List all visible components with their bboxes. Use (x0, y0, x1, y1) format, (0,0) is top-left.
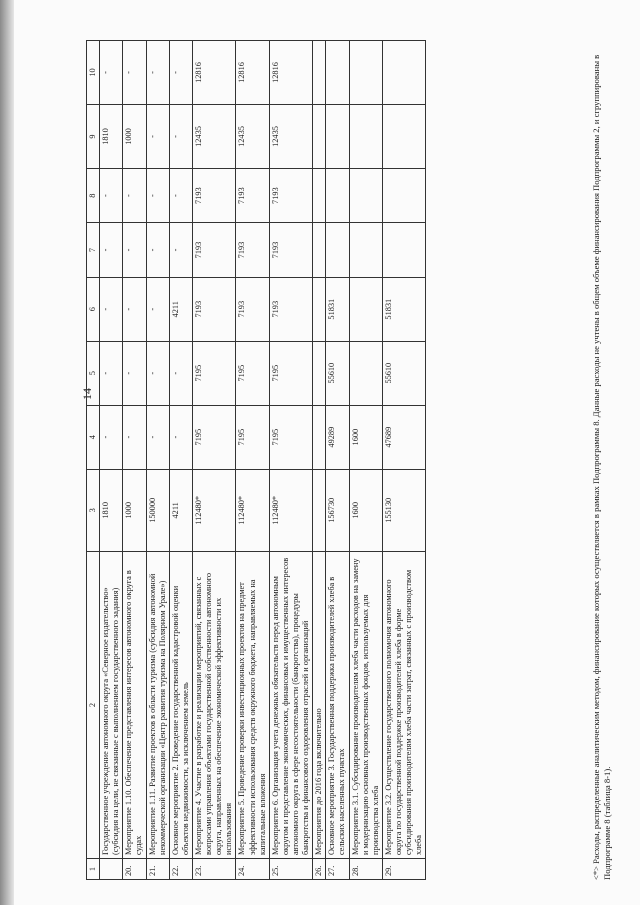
row-number: 21. (146, 859, 169, 880)
value-cell: 1000 (123, 105, 146, 169)
value-cell (326, 223, 349, 277)
value-cell: - (100, 41, 123, 105)
header-cell: 10 (87, 41, 100, 105)
value-cell: - (169, 168, 192, 222)
value-cell (313, 341, 326, 405)
scan-edge-shadow (0, 0, 14, 905)
value-cell: - (146, 223, 169, 277)
value-cell (349, 168, 382, 222)
row-number: 28. (349, 859, 382, 880)
value-cell: 49289 (326, 405, 349, 469)
value-cell: 7195 (192, 341, 235, 405)
value-cell (349, 223, 382, 277)
row-number: 27. (326, 859, 349, 880)
value-cell: - (100, 223, 123, 277)
value-cell: 112480* (192, 469, 235, 551)
value-cell: - (123, 168, 146, 222)
value-cell: 7193 (236, 277, 269, 341)
row-name: Мероприятия до 2016 года включительно (313, 552, 326, 859)
row-name: Мероприятие 5. Проведение проверки инвестиционных проектов на предмет эффективности использования средств окружного бюджета, направляемых на капитальные вложения (236, 552, 269, 859)
value-cell: - (169, 41, 192, 105)
table-row (313, 41, 326, 880)
value-cell: 7195 (269, 341, 312, 405)
value-cell (313, 41, 326, 105)
row-number (100, 859, 123, 880)
value-cell: - (123, 41, 146, 105)
value-cell (313, 277, 326, 341)
value-cell: - (100, 341, 123, 405)
value-cell (313, 223, 326, 277)
header-row (87, 41, 100, 880)
value-cell: 155130 (382, 469, 425, 551)
value-cell: 1810 (100, 105, 123, 169)
value-cell: - (146, 341, 169, 405)
table-row (192, 41, 235, 880)
row-number: 20. (123, 859, 146, 880)
header-cell: 6 (87, 277, 100, 341)
value-cell: - (100, 168, 123, 222)
value-cell: 112480* (269, 469, 312, 551)
value-cell: - (146, 405, 169, 469)
header-cell: 8 (87, 168, 100, 222)
financing-table (86, 40, 426, 880)
value-cell: - (169, 405, 192, 469)
value-cell (349, 105, 382, 169)
table-row (326, 41, 349, 880)
row-number: 24. (236, 859, 269, 880)
value-cell: 1600 (349, 469, 382, 551)
table-row (269, 41, 312, 880)
header-cell: 9 (87, 105, 100, 169)
value-cell (382, 223, 425, 277)
table-row (349, 41, 382, 880)
value-cell: 4211 (169, 469, 192, 551)
header-cell: 5 (87, 341, 100, 405)
row-number: 26. (313, 859, 326, 880)
value-cell: 12816 (269, 41, 312, 105)
value-cell: - (169, 105, 192, 169)
value-cell: - (146, 41, 169, 105)
row-name: Государственное учреждение автономного округа «Северное издательство» (субсидия на цели, не связанные с выполнением государственного задания) (100, 552, 123, 859)
value-cell (349, 277, 382, 341)
value-cell: 7193 (192, 277, 235, 341)
value-cell: 156730 (326, 469, 349, 551)
value-cell: 7193 (269, 223, 312, 277)
value-cell (313, 168, 326, 222)
table-row (169, 41, 192, 880)
row-name: Мероприятие 6. Организация учета денежных обязательств перед автономным округом и представление экономических, финансовых и имущественных интересов автономного округа в сфере несостоятельности (банкротства), процедуры банкротства и финансового оздоровления отраслей и организаций (269, 552, 312, 859)
value-cell: 7193 (192, 168, 235, 222)
value-cell (326, 168, 349, 222)
header-cell: 3 (87, 469, 100, 551)
value-cell: 12435 (192, 105, 235, 169)
value-cell: - (169, 341, 192, 405)
value-cell: 7195 (236, 341, 269, 405)
value-cell: 7193 (236, 168, 269, 222)
value-cell (382, 105, 425, 169)
value-cell: 51831 (382, 277, 425, 341)
value-cell: 1810 (100, 469, 123, 551)
value-cell (313, 469, 326, 551)
header-cell: 4 (87, 405, 100, 469)
row-number: 25. (269, 859, 312, 880)
row-name: Мероприятие 1.10. Обеспечение представления интересов автономного округа в судах (123, 552, 146, 859)
value-cell: - (123, 341, 146, 405)
value-cell: 12435 (236, 105, 269, 169)
table-row (123, 41, 146, 880)
value-cell: - (146, 277, 169, 341)
value-cell: 7193 (192, 223, 235, 277)
table-row (146, 41, 169, 880)
value-cell (313, 105, 326, 169)
value-cell (326, 41, 349, 105)
table-row (236, 41, 269, 880)
value-cell: - (169, 223, 192, 277)
value-cell: 12435 (269, 105, 312, 169)
row-name: Основное мероприятие 3. Государственная поддержка производителей хлеба в сельских населенных пунктах (326, 552, 349, 859)
value-cell (326, 105, 349, 169)
value-cell: 112480* (236, 469, 269, 551)
value-cell: - (146, 168, 169, 222)
value-cell: - (123, 223, 146, 277)
value-cell: 1600 (349, 405, 382, 469)
value-cell: 47689 (382, 405, 425, 469)
page-number: 14 (80, 388, 94, 400)
value-cell (382, 41, 425, 105)
row-number: 29. (382, 859, 425, 880)
value-cell (349, 41, 382, 105)
header-cell: 2 (87, 552, 100, 859)
table-row (100, 41, 123, 880)
header-cell: 7 (87, 223, 100, 277)
value-cell: 7195 (269, 405, 312, 469)
value-cell: 7195 (236, 405, 269, 469)
value-cell: 51831 (326, 277, 349, 341)
value-cell (349, 341, 382, 405)
header-cell: 1 (87, 859, 100, 880)
row-name: Мероприятие 3.1. Субсидирование производителям хлеба части расходов на замену и модернизацию основных производственных фондов, используемых для производства хлеба (349, 552, 382, 859)
value-cell: 4211 (169, 277, 192, 341)
row-number: 23. (192, 859, 235, 880)
value-cell: 55610 (326, 341, 349, 405)
row-name: Мероприятие 1.11. Развитие проектов в области туризма (субсидия автономной некоммерческой организации «Центр развития туризма на Полярном Урале») (146, 552, 169, 859)
value-cell: 7193 (269, 277, 312, 341)
row-name: Мероприятие 4. Участие в разработке и реализации мероприятий, связанных с вопросами управления объектами государственной собственности автономного округа, направленных на обеспечение экономической эффективности их использования (192, 552, 235, 859)
table-row (382, 41, 425, 880)
rotated-content (86, 20, 616, 880)
value-cell: - (123, 405, 146, 469)
value-cell: 7195 (192, 405, 235, 469)
value-cell: 1000 (123, 469, 146, 551)
value-cell: - (100, 277, 123, 341)
value-cell: - (123, 277, 146, 341)
value-cell: 7193 (236, 223, 269, 277)
footnote: <*> Расходы, распределенные аналитическим методом, финансирование которых осуществляется в рамках Подпрограммы 8. Данные расходы не учтены в общем объеме финансирования Подпрограммы 2, и сгруппированы в Подпрограмме 8 (таблица 8-1). (591, 54, 612, 880)
value-cell: - (146, 105, 169, 169)
value-cell: 12816 (192, 41, 235, 105)
value-cell: - (100, 405, 123, 469)
value-cell: 12816 (236, 41, 269, 105)
value-cell: 55610 (382, 341, 425, 405)
row-name: Мероприятие 3.2. Осуществление государственного полномочия автономного округа по государственной поддержке производителей хлеба в форме субсидирования производителям хлеба части затрат, связанных с производством хлеба (382, 552, 425, 859)
row-name: Основное мероприятие 2. Проведение государственной кадастровой оценки объектов недвижимости, за исключением земель (169, 552, 192, 859)
value-cell: 7193 (269, 168, 312, 222)
row-number: 22. (169, 859, 192, 880)
value-cell (382, 168, 425, 222)
value-cell (313, 405, 326, 469)
value-cell: 150000 (146, 469, 169, 551)
